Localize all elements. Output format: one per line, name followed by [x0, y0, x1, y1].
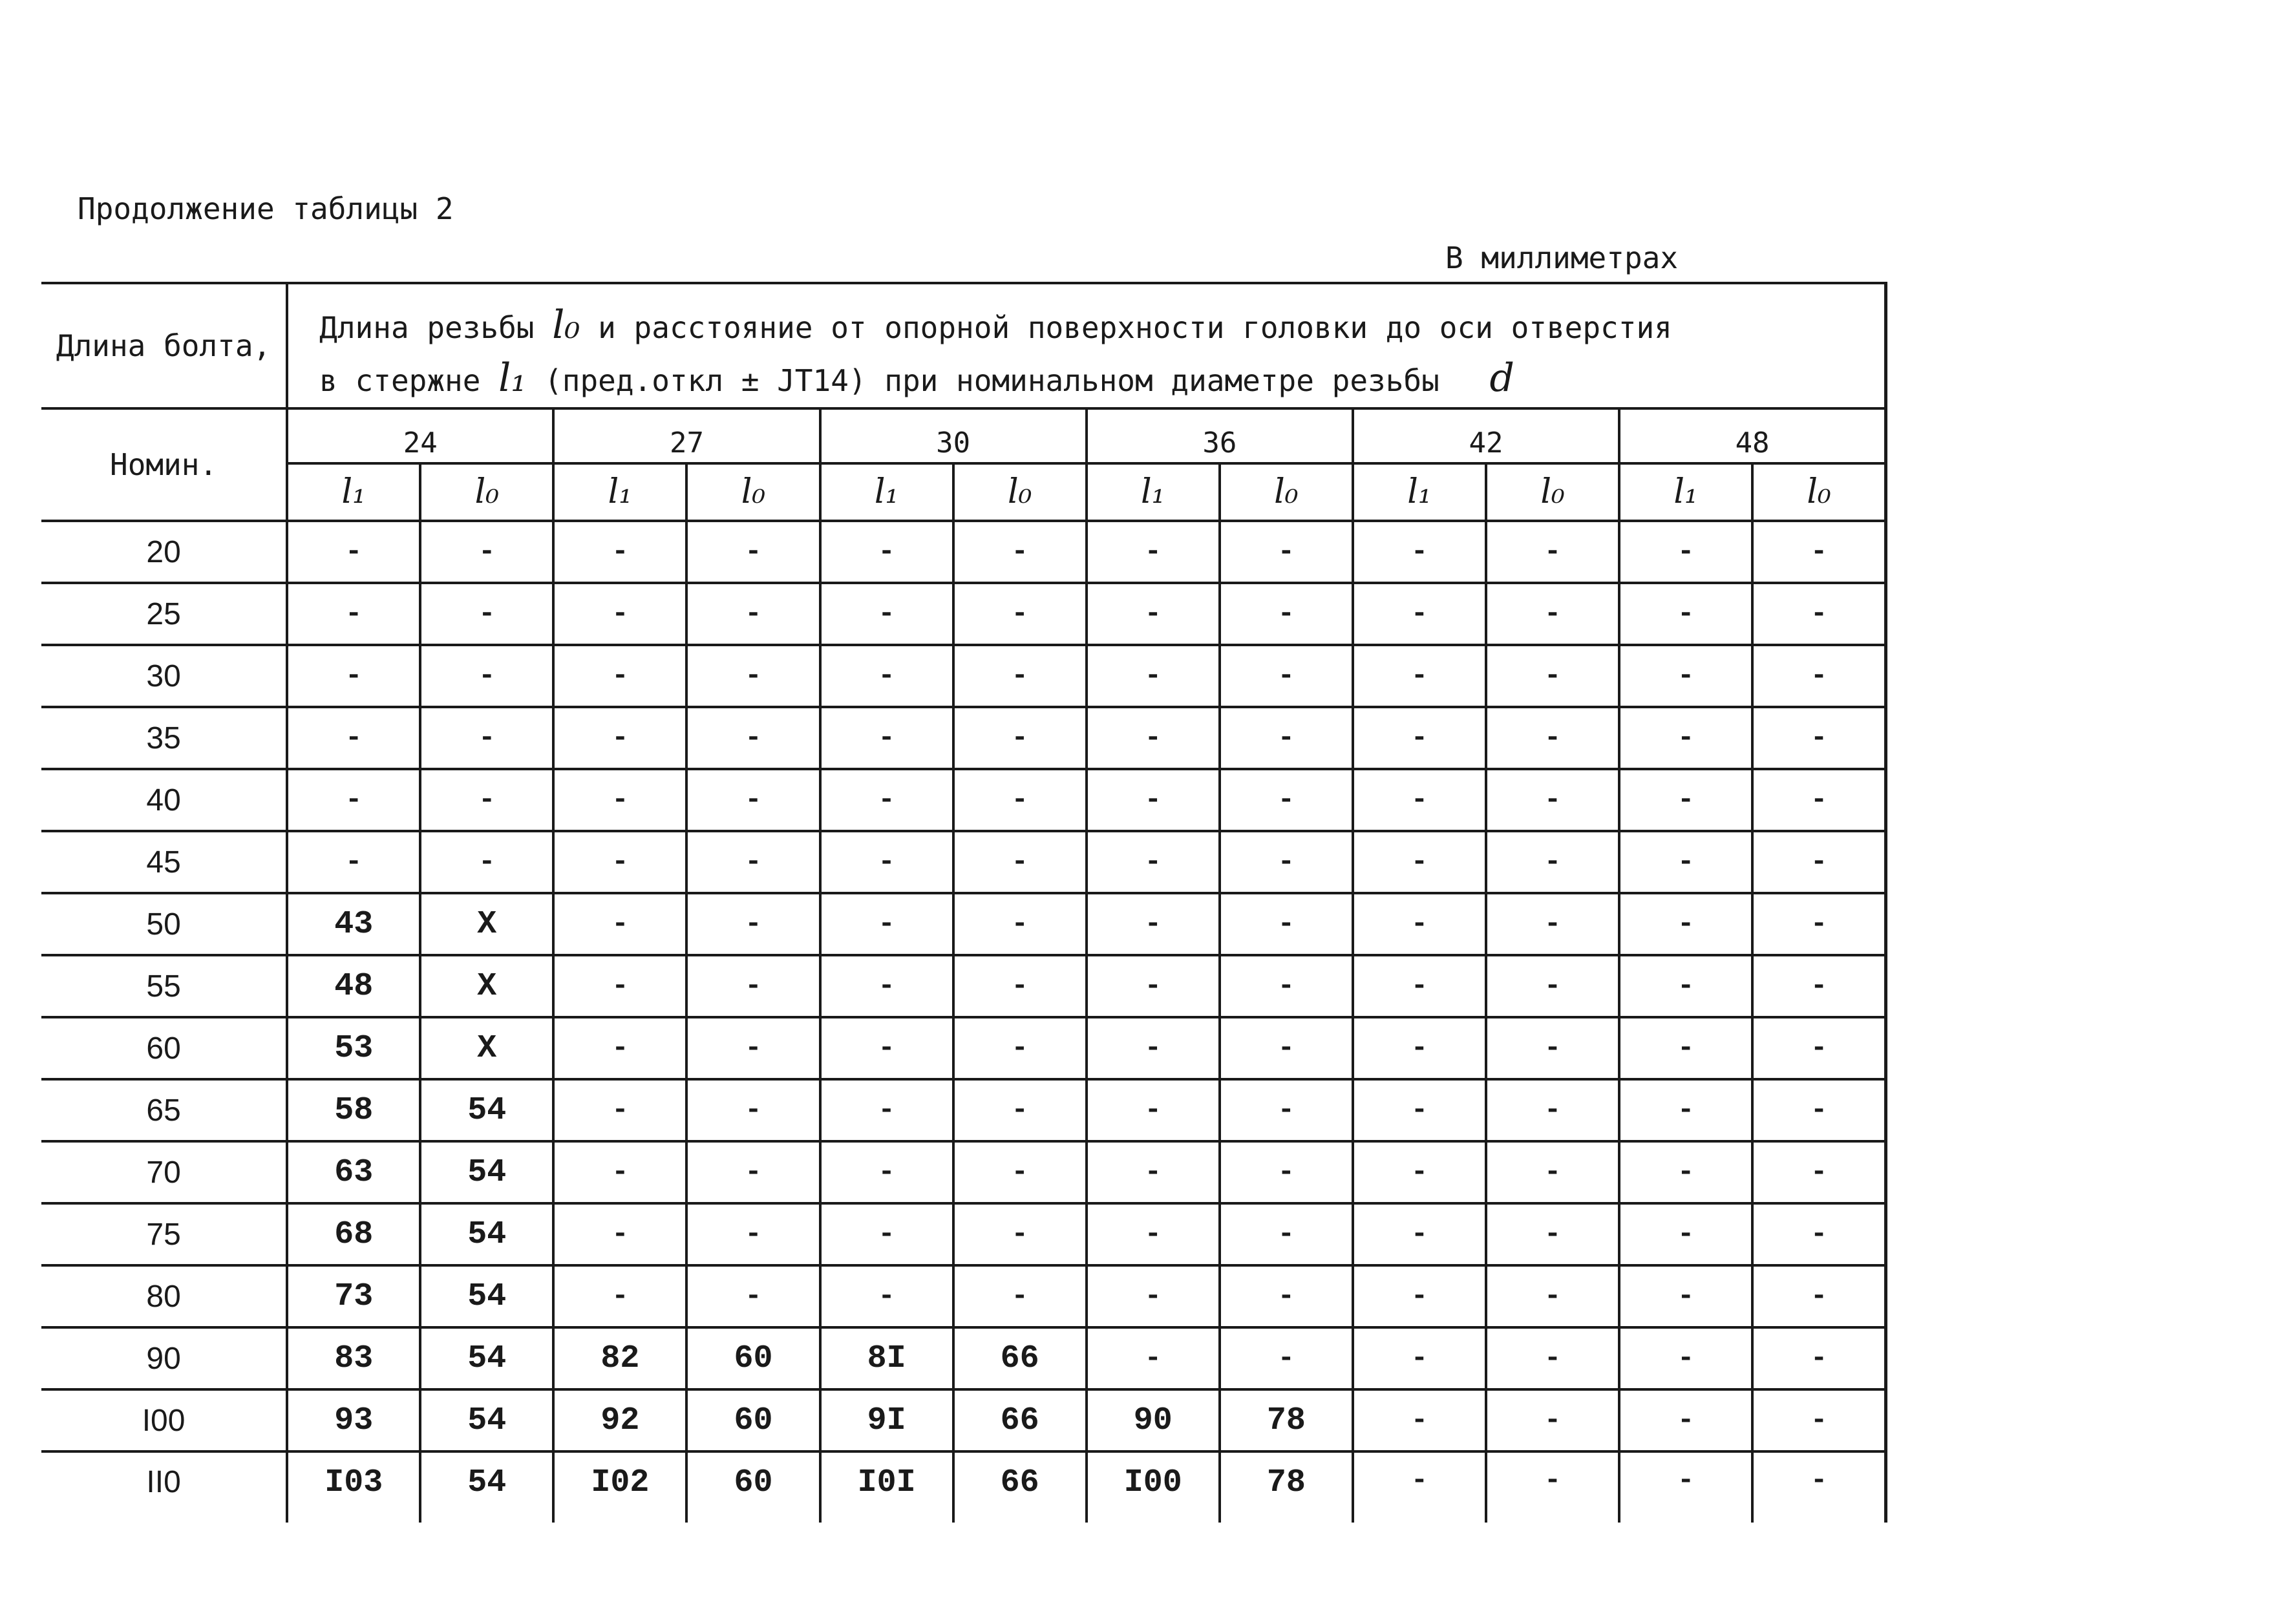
value-cell: - [820, 521, 953, 583]
l1-symbol: l₁ [498, 355, 527, 401]
value-cell: - [1619, 521, 1752, 583]
value-cell: - [1619, 1327, 1752, 1389]
value-cell: - [287, 583, 420, 645]
value-cell: - [686, 769, 820, 831]
value-cell: - [1619, 645, 1752, 707]
value-cell: - [1486, 893, 1619, 955]
value-cell: - [1486, 1451, 1619, 1523]
diameter-30: 30 [820, 408, 1087, 463]
nominal-length-cell: 90 [41, 1327, 287, 1389]
value-cell: 90 [1087, 1389, 1220, 1451]
value-cell: - [1619, 1203, 1752, 1265]
value-cell: - [553, 831, 686, 893]
nominal-length-cell: 65 [41, 1079, 287, 1141]
value-cell: - [1486, 1141, 1619, 1203]
value-cell: 54 [420, 1265, 553, 1327]
value-cell: - [1486, 1389, 1619, 1451]
value-cell: I00 [1087, 1451, 1220, 1523]
value-cell: - [1353, 1389, 1486, 1451]
nominal-length-cell: 80 [41, 1265, 287, 1327]
value-cell: - [1752, 1079, 1885, 1141]
value-cell: - [1752, 521, 1885, 583]
value-cell: - [420, 521, 553, 583]
value-cell: - [1087, 893, 1220, 955]
value-cell: 60 [686, 1451, 820, 1523]
value-cell: 43 [287, 893, 420, 955]
value-cell: - [1353, 583, 1486, 645]
table-row [41, 645, 1886, 707]
value-cell: - [820, 1017, 953, 1079]
table-row [41, 521, 1886, 583]
table-row [41, 769, 1886, 831]
value-cell: - [1220, 1265, 1353, 1327]
value-cell: - [1486, 831, 1619, 893]
value-cell: - [686, 1265, 820, 1327]
value-cell: - [686, 707, 820, 769]
value-cell: - [953, 1079, 1087, 1141]
value-cell: - [686, 1079, 820, 1141]
header-line2-post: (пред.откл ± JT14) при номинальном диаметре резьбы [544, 363, 1439, 398]
value-cell: - [953, 769, 1087, 831]
value-cell: - [1220, 583, 1353, 645]
value-cell: - [1619, 1265, 1752, 1327]
nominal-length-cell: 40 [41, 769, 287, 831]
value-cell: 93 [287, 1389, 420, 1451]
value-cell: 66 [953, 1389, 1087, 1451]
value-cell: - [1752, 1451, 1885, 1523]
value-cell: - [1087, 1017, 1220, 1079]
value-cell: 68 [287, 1203, 420, 1265]
value-cell: - [287, 707, 420, 769]
thread-length-header [287, 283, 1885, 408]
value-cell: - [553, 645, 686, 707]
table-row [41, 831, 1886, 893]
nominal-length-cell: 60 [41, 1017, 287, 1079]
value-cell: - [686, 1141, 820, 1203]
table-row [41, 1389, 1886, 1451]
header-line2-pre: в стержне [319, 363, 481, 398]
value-cell: - [953, 521, 1087, 583]
value-cell: 63 [287, 1141, 420, 1203]
l1-subheader: l₁ [1619, 463, 1752, 521]
value-cell: 53 [287, 1017, 420, 1079]
table-row [41, 955, 1886, 1017]
value-cell: - [820, 831, 953, 893]
units-note: В миллиметрах [1445, 240, 1679, 275]
value-cell: - [1353, 521, 1486, 583]
value-cell: - [1220, 893, 1353, 955]
value-cell: - [1486, 1203, 1619, 1265]
table-continuation-caption: Продолжение таблицы 2 [78, 191, 454, 226]
value-cell: - [686, 1203, 820, 1265]
value-cell: - [1353, 1451, 1486, 1523]
value-cell: - [287, 645, 420, 707]
table-row [41, 1327, 1886, 1389]
value-cell: - [1220, 769, 1353, 831]
nominal-length-cell: I00 [41, 1389, 287, 1451]
value-cell: - [953, 1265, 1087, 1327]
value-cell: 54 [420, 1141, 553, 1203]
value-cell: - [553, 707, 686, 769]
value-cell: - [953, 645, 1087, 707]
l1-subheader: l₁ [287, 463, 420, 521]
value-cell: - [1220, 1141, 1353, 1203]
value-cell: 66 [953, 1451, 1087, 1523]
value-cell: X [420, 1017, 553, 1079]
value-cell: - [953, 707, 1087, 769]
value-cell: 78 [1220, 1451, 1353, 1523]
nominal-length-cell: 50 [41, 893, 287, 955]
value-cell: - [1486, 1079, 1619, 1141]
value-cell: - [420, 707, 553, 769]
value-cell: - [1353, 955, 1486, 1017]
value-cell: - [1752, 1327, 1885, 1389]
value-cell: - [820, 1265, 953, 1327]
l1-subheader: l₁ [1353, 463, 1486, 521]
value-cell: 9I [820, 1389, 953, 1451]
value-cell: - [553, 1079, 686, 1141]
nominal-length-cell: 25 [41, 583, 287, 645]
value-cell: - [820, 707, 953, 769]
value-cell: - [1752, 831, 1885, 893]
value-cell: - [553, 1017, 686, 1079]
value-cell: - [1087, 1203, 1220, 1265]
value-cell: - [287, 521, 420, 583]
l0-subheader: l₀ [1220, 463, 1353, 521]
value-cell: - [686, 583, 820, 645]
value-cell: - [1220, 955, 1353, 1017]
value-cell: - [686, 1017, 820, 1079]
value-cell: - [1220, 1203, 1353, 1265]
value-cell: - [1220, 645, 1353, 707]
value-cell: - [953, 1141, 1087, 1203]
value-cell: 82 [553, 1327, 686, 1389]
value-cell: - [1619, 707, 1752, 769]
header-line1-pre: Длина резьбы [319, 310, 535, 345]
value-cell: 54 [420, 1451, 553, 1523]
value-cell: - [1486, 1017, 1619, 1079]
nominal-length-cell: 55 [41, 955, 287, 1017]
value-cell: - [1752, 583, 1885, 645]
value-cell: - [1353, 769, 1486, 831]
value-cell: - [953, 893, 1087, 955]
value-cell: - [1752, 1389, 1885, 1451]
value-cell: - [686, 955, 820, 1017]
value-cell: - [1220, 707, 1353, 769]
value-cell: - [1353, 645, 1486, 707]
value-cell: I03 [287, 1451, 420, 1523]
value-cell: 54 [420, 1327, 553, 1389]
value-cell: - [1087, 955, 1220, 1017]
l1-subheader: l₁ [1087, 463, 1220, 521]
value-cell: 73 [287, 1265, 420, 1327]
value-cell: - [1619, 1141, 1752, 1203]
value-cell: - [820, 1141, 953, 1203]
table-row [41, 893, 1886, 955]
value-cell: - [686, 521, 820, 583]
value-cell: - [553, 521, 686, 583]
value-cell: - [1619, 955, 1752, 1017]
value-cell: - [1220, 1017, 1353, 1079]
table-row [41, 1451, 1886, 1523]
value-cell: - [953, 1017, 1087, 1079]
value-cell: - [1486, 1327, 1619, 1389]
value-cell: - [1486, 707, 1619, 769]
value-cell: - [1353, 1203, 1486, 1265]
value-cell: - [820, 583, 953, 645]
value-cell: - [1752, 1017, 1885, 1079]
value-cell: - [420, 645, 553, 707]
value-cell: X [420, 893, 553, 955]
value-cell: - [1752, 769, 1885, 831]
value-cell: - [1353, 1327, 1486, 1389]
value-cell: - [1486, 645, 1619, 707]
value-cell: - [820, 769, 953, 831]
l1-subheader: l₁ [820, 463, 953, 521]
value-cell: - [1353, 831, 1486, 893]
value-cell: - [1353, 707, 1486, 769]
value-cell: - [553, 769, 686, 831]
value-cell: - [1619, 1017, 1752, 1079]
nominal-length-cell: 35 [41, 707, 287, 769]
value-cell: - [287, 831, 420, 893]
value-cell: - [1619, 1389, 1752, 1451]
table-row [41, 1017, 1886, 1079]
value-cell: - [1752, 1265, 1885, 1327]
diameter-48: 48 [1619, 408, 1885, 463]
value-cell: - [1353, 893, 1486, 955]
table-row [41, 1265, 1886, 1327]
value-cell: - [1752, 1203, 1885, 1265]
value-cell: - [1752, 893, 1885, 955]
value-cell: - [953, 583, 1087, 645]
value-cell: - [1619, 1079, 1752, 1141]
nominal-length-cell: 30 [41, 645, 287, 707]
l0-subheader: l₀ [686, 463, 820, 521]
value-cell: - [1220, 1327, 1353, 1389]
value-cell: 92 [553, 1389, 686, 1451]
table-row [41, 707, 1886, 769]
value-cell: I0I [820, 1451, 953, 1523]
value-cell: - [1619, 769, 1752, 831]
value-cell: - [1087, 1327, 1220, 1389]
value-cell: - [1087, 583, 1220, 645]
value-cell: - [820, 1079, 953, 1141]
value-cell: X [420, 955, 553, 1017]
value-cell: - [553, 955, 686, 1017]
value-cell: 48 [287, 955, 420, 1017]
value-cell: 54 [420, 1389, 553, 1451]
value-cell: - [1752, 645, 1885, 707]
value-cell: - [1486, 521, 1619, 583]
value-cell: - [1087, 1265, 1220, 1327]
value-cell: - [820, 645, 953, 707]
value-cell: - [1087, 769, 1220, 831]
value-cell: - [1619, 831, 1752, 893]
value-cell: - [686, 645, 820, 707]
nominal-length-cell: 75 [41, 1203, 287, 1265]
value-cell: 78 [1220, 1389, 1353, 1451]
d-symbol: d [1489, 355, 1514, 401]
value-cell: 58 [287, 1079, 420, 1141]
value-cell: - [820, 955, 953, 1017]
value-cell: 83 [287, 1327, 420, 1389]
value-cell: - [953, 955, 1087, 1017]
value-cell: - [1752, 1141, 1885, 1203]
value-cell: - [553, 1203, 686, 1265]
bolt-length-header: Длина болта, [41, 283, 287, 408]
table-row [41, 1203, 1886, 1265]
value-cell: - [1752, 955, 1885, 1017]
value-cell: - [1353, 1017, 1486, 1079]
diameter-42: 42 [1353, 408, 1619, 463]
value-cell: - [820, 893, 953, 955]
diameter-36: 36 [1087, 408, 1353, 463]
value-cell: - [686, 893, 820, 955]
nominal-length-cell: 20 [41, 521, 287, 583]
table-row [41, 1141, 1886, 1203]
l0-symbol: l₀ [552, 302, 580, 348]
value-cell: - [1353, 1141, 1486, 1203]
value-cell: - [553, 1265, 686, 1327]
value-cell: - [1752, 707, 1885, 769]
value-cell: - [420, 583, 553, 645]
value-cell: - [420, 769, 553, 831]
value-cell: - [553, 583, 686, 645]
l1-subheader: l₁ [553, 463, 686, 521]
table-row [41, 1079, 1886, 1141]
value-cell: 60 [686, 1389, 820, 1451]
value-cell: - [1087, 707, 1220, 769]
l0-subheader: l₀ [1486, 463, 1619, 521]
value-cell: - [1087, 645, 1220, 707]
value-cell: - [1220, 521, 1353, 583]
value-cell: - [287, 769, 420, 831]
value-cell: - [1486, 955, 1619, 1017]
diameter-27: 27 [553, 408, 820, 463]
value-cell: - [1087, 1079, 1220, 1141]
value-cell: - [1619, 1451, 1752, 1523]
value-cell: - [1486, 1265, 1619, 1327]
value-cell: - [953, 831, 1087, 893]
value-cell: - [686, 831, 820, 893]
value-cell: - [1486, 583, 1619, 645]
value-cell: - [1220, 1079, 1353, 1141]
nominal-length-cell: 45 [41, 831, 287, 893]
value-cell: - [1486, 769, 1619, 831]
value-cell: 8I [820, 1327, 953, 1389]
value-cell: - [820, 1203, 953, 1265]
value-cell: 54 [420, 1203, 553, 1265]
value-cell: - [1087, 831, 1220, 893]
bolt-dimensions-table [41, 282, 1887, 1523]
value-cell: - [953, 1203, 1087, 1265]
value-cell: - [420, 831, 553, 893]
header-line1-post: и расстояние от опорной поверхности головки до оси отверстия [598, 310, 1672, 345]
value-cell: 66 [953, 1327, 1087, 1389]
value-cell: - [553, 893, 686, 955]
value-cell: - [1619, 893, 1752, 955]
l0-subheader: l₀ [953, 463, 1087, 521]
nominal-length-cell: II0 [41, 1451, 287, 1523]
nominal-length-cell: 70 [41, 1141, 287, 1203]
value-cell: 54 [420, 1079, 553, 1141]
value-cell: - [1087, 1141, 1220, 1203]
nominal-header: Номин. [41, 408, 287, 521]
value-cell: I02 [553, 1451, 686, 1523]
value-cell: - [1220, 831, 1353, 893]
l0-subheader: l₀ [1752, 463, 1885, 521]
value-cell: 60 [686, 1327, 820, 1389]
value-cell: - [1087, 521, 1220, 583]
value-cell: - [1353, 1079, 1486, 1141]
table-row [41, 583, 1886, 645]
value-cell: - [1619, 583, 1752, 645]
diameter-24: 24 [287, 408, 553, 463]
l0-subheader: l₀ [420, 463, 553, 521]
value-cell: - [1353, 1265, 1486, 1327]
value-cell: - [553, 1141, 686, 1203]
